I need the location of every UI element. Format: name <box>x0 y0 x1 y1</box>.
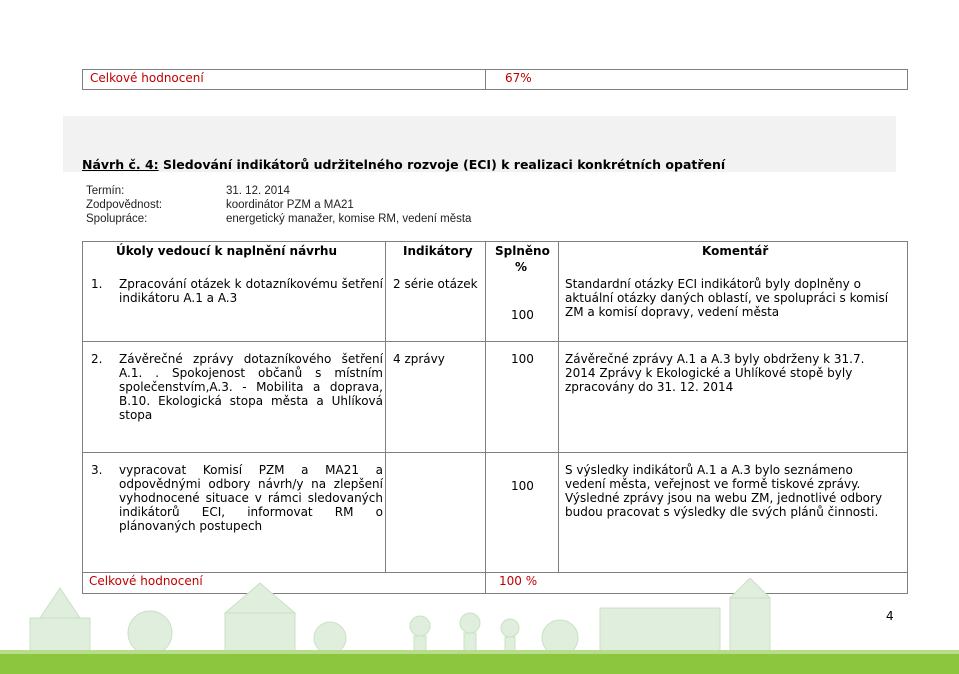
task-text: vypracovat Komisí PZM a MA21 a odpovědnými odbory návrh/y na zlepšení vyhodnocené situace v rámci sledovaných indikátorů ECI, informovat RM o plánovaných postupech <box>119 463 383 533</box>
col-divider <box>385 242 386 572</box>
header-percent: % <box>515 260 528 274</box>
row-divider <box>83 572 907 573</box>
header-indicators: Indikátory <box>403 244 473 258</box>
top-summary-table <box>82 69 908 90</box>
summary-divider <box>485 70 486 89</box>
proposal-title <box>82 157 725 172</box>
header-fulfilled: Splněno <box>495 244 550 258</box>
indicator-text: 2 série otázek <box>393 277 478 291</box>
comment-text: Závěrečné zprávy A.1 a A.3 byly obdrženy k 31.7. 2014 Zprávy k Ekologické a Uhlíkové stopě byly zpracovány do 31. 12. 2014 <box>565 352 865 394</box>
row-number: 3. <box>91 463 103 477</box>
fulfilled-value: 100 <box>511 308 534 322</box>
meta-responsibility-value: koordinátor PZM a MA21 <box>226 199 354 211</box>
comment-text-2: Výsledné zprávy jsou na webu ZM, jednotlivé odbory budou pracovat s výsledky dle svých plánů činnosti. <box>565 491 883 519</box>
footer-town-illustration <box>0 578 959 674</box>
tasks-table <box>82 241 908 594</box>
indicator-text: 4 zprávy <box>393 352 445 366</box>
summary-label: Celkové hodnocení <box>90 71 204 85</box>
row-number: 2. <box>91 352 103 366</box>
proposal-prefix: Návrh č. 4: <box>82 157 159 172</box>
comment-text: Standardní otázky ECI indikátorů byly doplněny o aktuální otázky daných oblastí, ve spolupráci s komisí ZM a komisí dopravy, vedení města <box>565 277 889 319</box>
col-divider <box>558 242 559 572</box>
col-divider <box>485 242 486 593</box>
comment-text-1: S výsledky indikátorů A.1 a A.3 bylo seznámeno vedení města, veřejnost ve formě tiskové zprávy. <box>565 463 861 491</box>
total-label: Celkové hodnocení <box>89 574 203 588</box>
summary-value: 67% <box>505 71 532 85</box>
meta-cooperation-value: energetický manažer, komise RM, vedení města <box>226 213 472 225</box>
row-divider <box>83 452 907 453</box>
meta-responsibility-label: Zodpovědnost: <box>86 199 163 211</box>
total-value: 100 % <box>499 574 538 588</box>
meta-term-value: 31. 12. 2014 <box>226 185 290 197</box>
header-tasks: Úkoly vedoucí k naplnění návrhu <box>116 244 337 258</box>
row-number: 1. <box>91 277 103 291</box>
meta-term-label: Termín: <box>86 185 125 197</box>
fulfilled-value: 100 <box>511 479 534 493</box>
row-divider <box>83 341 907 342</box>
task-text: Zpracování otázek k dotazníkovému šetření indikátoru A.1 a A.3 <box>119 277 383 305</box>
meta-cooperation-label: Spolupráce: <box>86 213 148 225</box>
fulfilled-value: 100 <box>511 352 534 366</box>
task-text: Závěrečné zprávy dotazníkového šetření A.1. . Spokojenost občanů s místním společenstvím,A.3. - Mobilita a doprava, B.10. Ekologická stopa města a Uhlíková stopa <box>119 352 383 422</box>
page-number: 4 <box>886 609 894 623</box>
header-comment: Komentář <box>702 244 769 258</box>
proposal-title-text: Sledování indikátorů udržitelného rozvoje (ECI) k realizaci konkrétních opatření <box>158 157 726 172</box>
